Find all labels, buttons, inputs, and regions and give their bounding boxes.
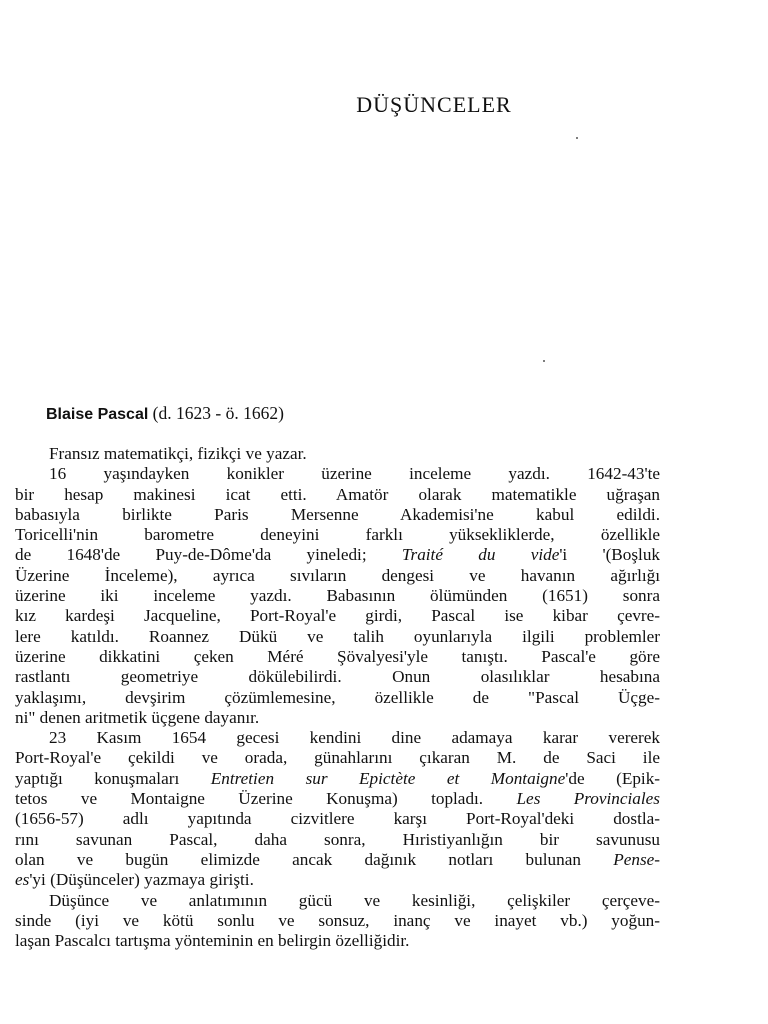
author-name: Blaise Pascal: [46, 406, 149, 423]
text-run: 'de (Epik-: [565, 768, 661, 788]
italic-title: Traité du vide: [401, 545, 560, 565]
text-run: tetos ve Montaigne Üzerine Konuşma) topladı.: [15, 789, 517, 809]
text-line: [15, 627, 660, 647]
text-run: 16 yaşındayken konikler üzerine inceleme yazdı. 1642-43'te: [49, 464, 660, 484]
text-run: sinde (iyi ve kötü sonlu ve sonsuz, inanç ve inayet vb.) yoğun-: [15, 910, 660, 930]
text-line: [15, 485, 660, 505]
text-run: Fransız matematikçi, fizikçi ve yazar.: [49, 444, 307, 463]
text-run: laşan Pascalcı tartışma yönteminin en belirgin özelliğidir.: [15, 931, 410, 951]
page-title: DÜŞÜNCELER: [356, 92, 512, 117]
text-line: [15, 748, 660, 768]
text-run: üzerine iki inceleme yazdı. Babasının ölümünden (1651) sonra: [15, 586, 660, 606]
text-line: [15, 606, 660, 626]
text-run: yaklaşımı, devşirim çözümlemesine, özellikle de "Pascal Üçge-: [15, 687, 660, 707]
text-line: [15, 525, 660, 545]
text-run: 23 Kasım 1654 gecesi kendini dine adamaya karar vererek: [49, 728, 660, 748]
text-run: 'yi (Düşünceler) yazmaya girişti.: [29, 870, 254, 890]
text-run: yaptığı konuşmaları: [15, 768, 211, 788]
text-run: (1656-57) adlı yapıtında cizvitlere karşı Port-Royal'deki dostla-: [15, 809, 660, 829]
text-line: [15, 809, 660, 829]
italic-title: Pense-: [613, 849, 660, 869]
text-line: [15, 545, 660, 565]
text-line: [15, 769, 660, 789]
text-line: [15, 667, 660, 687]
text-run: ni" denen aritmetik üçgene dayanır.: [15, 707, 260, 727]
text-line: [15, 708, 660, 728]
author-dates: (d. 1623 - ö. 1662): [148, 403, 284, 423]
text-line: [15, 444, 660, 464]
author-heading: [46, 403, 284, 424]
text-line: [15, 789, 660, 809]
text-line: [15, 850, 660, 870]
text-line: [15, 688, 660, 708]
scan-speck: [576, 137, 578, 139]
text-run: lere katıldı. Roannez Dükü ve talih oyunlarıyla ilgili problemler: [15, 626, 660, 646]
text-run: kız kardeşi Jacqueline, Port-Royal'e girdi, Pascal ise kibar çevre-: [15, 606, 660, 626]
italic-title: Les Provinciales: [516, 789, 660, 809]
text-line: [15, 830, 660, 850]
text-line: [15, 870, 660, 890]
text-line: [15, 586, 660, 606]
text-run: de 1648'de Puy-de-Dôme'da yineledi;: [15, 545, 402, 565]
text-run: rını savunan Pascal, daha sonra, Hıristiyanlığın bir savunusu: [15, 829, 660, 849]
text-run: Toricelli'nin barometre deneyini farklı yüksekliklerde, özellikle: [15, 525, 660, 545]
scan-speck: [543, 360, 545, 362]
text-run: olan ve bugün elimizde ancak dağınık notları bulunan: [15, 849, 614, 869]
body-text: [15, 444, 660, 951]
text-line: [15, 566, 660, 586]
text-run: Port-Royal'e çekildi ve orada, günahlarını çıkaran M. de Saci ile: [15, 748, 660, 768]
text-run: 'i '(Boşluk: [559, 545, 661, 565]
text-run: babasıyla birlikte Paris Mersenne Akademisi'ne kabul edildi.: [15, 504, 660, 524]
text-line: [15, 505, 660, 525]
text-line: [15, 464, 660, 484]
text-run: bir hesap makinesi icat etti. Amatör olarak matematikle uğraşan: [15, 484, 660, 504]
text-run: Üzerine İnceleme), ayrıca sıvıların dengesi ve havanın ağırlığı: [15, 565, 660, 585]
text-line: [15, 647, 660, 667]
text-line: [15, 728, 660, 748]
italic-title: es: [15, 870, 30, 890]
italic-title: Entretien sur Epictète et Montaigne: [210, 768, 566, 788]
text-line: [15, 891, 660, 911]
text-run: üzerine dikkatini çeken Méré Şövalyesi'yle tanıştı. Pascal'e göre: [15, 646, 660, 666]
text-run: rastlantı geometriye dökülebilirdi. Onun olasılıklar hesabına: [15, 667, 660, 687]
text-run: Düşünce ve anlatımının gücü ve kesinliği, çelişkiler çerçeve-: [49, 890, 660, 910]
text-line: [15, 911, 660, 931]
text-line: [15, 931, 660, 951]
